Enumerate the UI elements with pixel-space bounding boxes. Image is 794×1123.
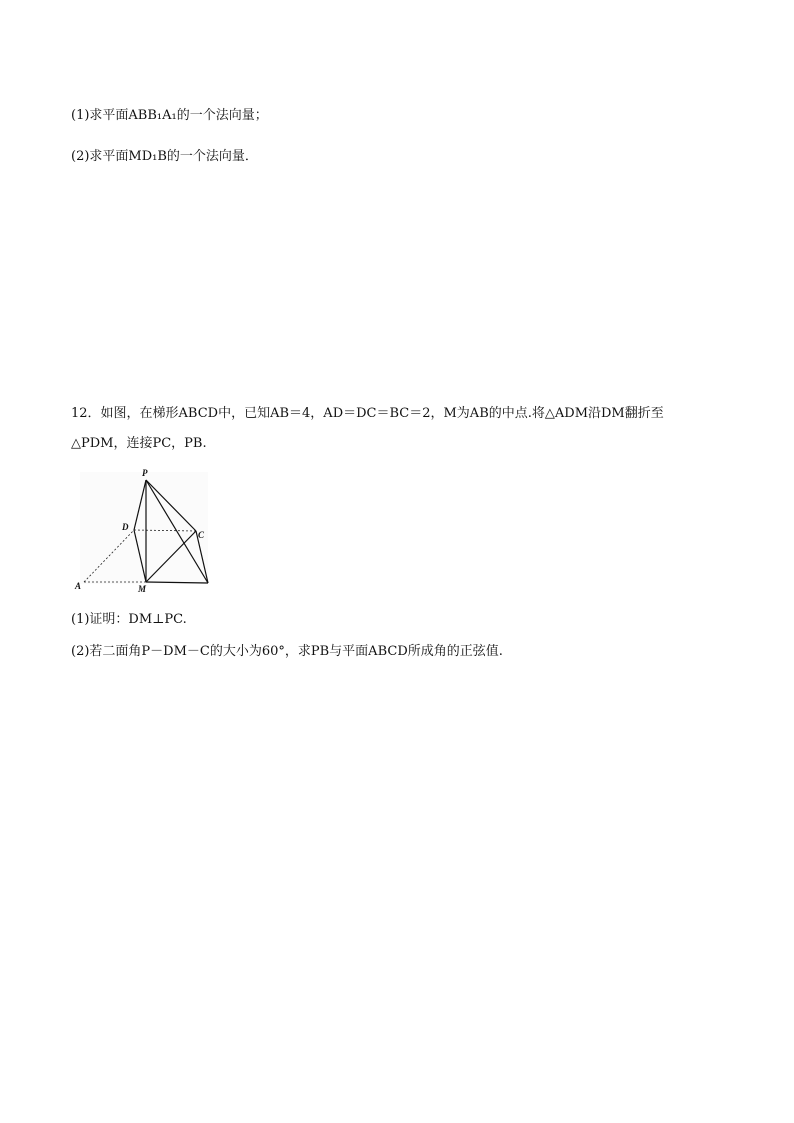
label-D: D [122,522,129,532]
q12-stem-line1: 12．如图，在梯形ABCD中，已知AB＝4，AD＝DC＝BC＝2，M为AB的中点.将△ADM沿DM翻折至 [71,406,664,421]
label-M: M [138,584,147,594]
q11-part1: (1)求平面ABB₁A₁的一个法向量； [71,108,268,123]
geometry-figure [72,466,212,594]
q11-part2: (2)求平面MD₁B的一个法向量． [71,149,258,164]
q12-stem-line2: △PDM，连接PC，PB. [71,436,207,451]
label-C: C [198,530,205,540]
q12-part1: (1)证明：DM⊥PC. [71,612,187,627]
label-A: A [75,581,82,591]
q12-part2: (2)若二面角P－DM－C的大小为60°，求PB与平面ABCD所成角的正弦值. [71,644,503,659]
label-P: P [142,468,148,478]
